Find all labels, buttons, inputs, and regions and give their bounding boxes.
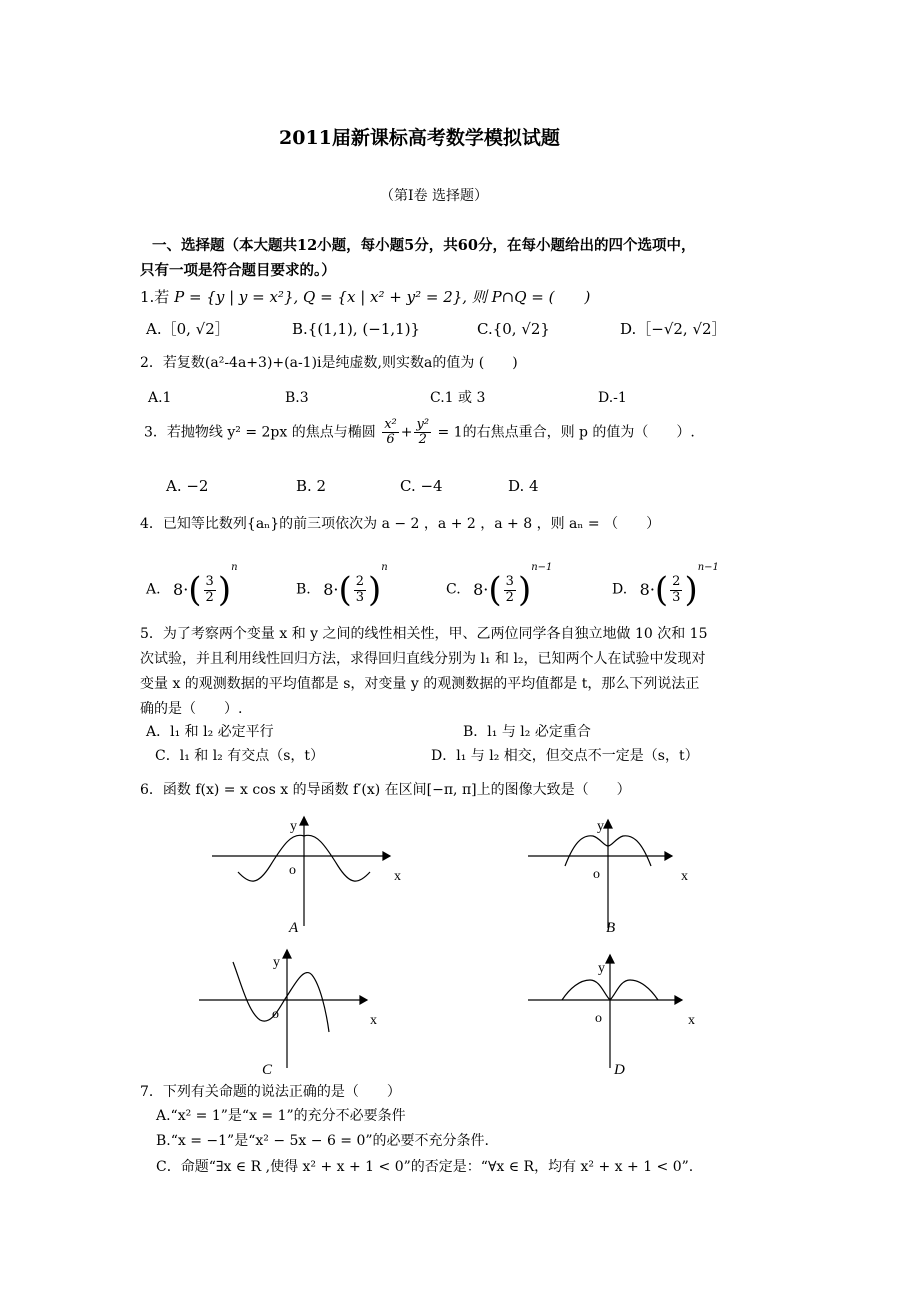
graph-d-x-arrow [675, 996, 682, 1004]
graph-c-caption: C [262, 1062, 273, 1078]
graph-d-y-label: y [598, 961, 605, 976]
q3-frac2-den: 2 [418, 432, 427, 448]
q4-option-c: C. 8·( $\frac{3}{2}$ )$^{n-1}$ [446, 562, 553, 610]
subtitle: （第Ⅰ卷 选择题） [380, 188, 488, 204]
q4-a-den: 2 [205, 589, 214, 605]
q4-c-coef: 8· [473, 580, 489, 600]
q1-option-b: B.{(1,1), (−1,1)} [292, 320, 421, 338]
q3-stem-b: = 1的右焦点重合，则 p 的值为（ ）. [437, 424, 695, 441]
q4-b-coef: 8· [323, 580, 339, 600]
q4-b-den: 3 [355, 589, 365, 605]
q5-line4: 确的是（ ）. [140, 701, 243, 717]
q3-stem-a: 3．若抛物线 y² = 2px 的焦点与椭圆 [144, 424, 376, 441]
q4-a-label: A. [146, 581, 161, 598]
graph-c-x-arrow [360, 996, 367, 1004]
q2-option-a: A.1 [148, 390, 172, 406]
graph-a-caption: A [289, 920, 299, 936]
section-heading-line1: 一、选择题（本大题共12小题，每小题5分，共60分，在每小题给出的四个选项中， [152, 237, 696, 254]
q4-a-num: 3 [205, 574, 214, 590]
q1-option-a: A.［0, √2］ [146, 320, 230, 338]
graph-b-origin: o [593, 867, 600, 882]
q3-option-b: B. 2 [296, 477, 327, 495]
q5-option-c: C．l₁ 和 l₂ 有交点（s，t） [155, 748, 325, 764]
q3-option-a: A. −2 [166, 477, 209, 495]
graph-a-origin: o [289, 863, 296, 878]
q4-b-num: 2 [355, 574, 365, 590]
q1-option-c: C.{0, √2} [477, 320, 550, 338]
graph-b [528, 820, 672, 928]
q2-option-d: D.-1 [598, 390, 627, 406]
q5-line2: 次试验，并且利用线性回归方法，求得回归直线分别为 l₁ 和 l₂，已知两个人在试验中发现对 [140, 651, 706, 667]
q1-expression: P = {y | y = x²}, Q = {x | x² + y² = 2}, 则 P∩Q = ( ) [174, 288, 591, 306]
graph-b-x-label: x [681, 869, 688, 884]
q2-option-c: C.1 或 3 [430, 390, 486, 406]
graph-a-x-label: x [394, 869, 401, 884]
q3-frac1-num: x² [384, 417, 397, 432]
q1-option-d: D.［−√2, √2］ [620, 320, 727, 338]
graph-d-x-label: x [688, 1013, 695, 1028]
q4-d-exp: n−1 [697, 562, 719, 573]
graph-a-y-arrow [300, 817, 308, 825]
q4-c-exp: n−1 [531, 562, 553, 573]
q3-frac1-den: 6 [386, 432, 395, 448]
graph-b-x-arrow [665, 852, 672, 860]
graph-d-caption: D [614, 1062, 625, 1078]
q4-c-den: 2 [505, 589, 514, 605]
q7-option-c: C．命题“∃x ∈ R ,使得 x² + x + 1 < 0”的否定是：“∀x ∈ R，均有 x² + x + 1 < 0”. [156, 1159, 694, 1175]
graph-c-x-label: x [370, 1013, 377, 1028]
q4-c-label: C. [446, 581, 461, 598]
graph-d [528, 955, 682, 1068]
q4-option-a: A. 8·( $\frac{3}{2}$ )$^n$ [146, 562, 238, 610]
q3-option-d: D. 4 [508, 477, 539, 495]
page-title: 2011届新课标高考数学模拟试题 [279, 127, 560, 149]
q5-option-d: D．l₁ 与 l₂ 相交，但交点不一定是（s，t） [431, 748, 699, 764]
q7-option-b: B.“x = −1”是“x² − 5x − 6 = 0”的必要不充分条件. [156, 1133, 489, 1149]
q4-b-label: B. [296, 581, 311, 598]
q4-a-coef: 8· [173, 580, 189, 600]
graph-b-y-arrow [604, 820, 612, 828]
q5-line1: 5．为了考察两个变量 x 和 y 之间的线性相关性，甲、乙两位同学各自独立地做 10 次和 15 [140, 626, 708, 642]
section-heading-line2: 只有一项是符合题目要求的。） [140, 262, 336, 279]
q2-stem: 2．若复数(a²-4a+3)+(a-1)i是纯虚数,则实数a的值为 ( ) [140, 355, 518, 371]
graph-c-curve [233, 962, 329, 1032]
graph-d-y-arrow [606, 955, 614, 963]
q4-d-den: 3 [672, 589, 681, 605]
graph-d-origin: o [595, 1011, 602, 1026]
q5-line3: 变量 x 的观测数据的平均值都是 s，对变量 y 的观测数据的平均值都是 t，那么下列说法正 [140, 676, 700, 692]
graph-a [212, 817, 390, 926]
q3-plus: + [400, 424, 413, 441]
q3-frac2-num: y² [416, 417, 430, 432]
q7-stem: 7．下列有关命题的说法正确的是（ ） [140, 1084, 401, 1100]
q3-option-c: C. −4 [400, 477, 443, 495]
graph-b-caption: B [606, 920, 616, 936]
q4-d-coef: 8· [639, 580, 655, 600]
q4-d-num: 2 [672, 574, 681, 590]
q5-option-a: A．l₁ 和 l₂ 必定平行 [146, 724, 274, 740]
q2-option-b: B.3 [285, 390, 309, 406]
q6-stem: 6．函数 f(x) = x cos x 的导函数 f′(x) 在区间[−π, π]上的图像大致是（ ） [140, 782, 631, 798]
q4-b-exp: n [381, 562, 388, 573]
q7-option-a: A.“x² = 1”是“x = 1”的充分不必要条件 [156, 1108, 406, 1124]
q4-option-d: D. 8·( $\frac{2}{3}$ )$^{n-1}$ [612, 562, 719, 610]
graph-c-y-label: y [273, 955, 280, 970]
graph-b-y-label: y [597, 819, 604, 834]
graph-c-y-arrow [283, 950, 291, 958]
graph-c-origin: o [272, 1007, 279, 1022]
graph-a-y-label: y [290, 819, 297, 834]
q4-c-num: 3 [505, 574, 514, 590]
q4-stem: 4．已知等比数列{aₙ}的前三项依次为 a − 2 ，a + 2 ，a + 8 ，则 aₙ = （ ） [140, 516, 661, 532]
q4-option-b: B. 8·( $\frac{2}{3}$ )$^n$ [296, 562, 388, 610]
graph-c [199, 950, 367, 1068]
q5-option-b: B．l₁ 与 l₂ 必定重合 [463, 724, 591, 740]
q1-prefix: 1.若 [140, 288, 170, 306]
graph-a-x-arrow [383, 852, 390, 860]
q4-d-label: D. [612, 581, 628, 598]
q4-a-exp: n [231, 562, 238, 573]
